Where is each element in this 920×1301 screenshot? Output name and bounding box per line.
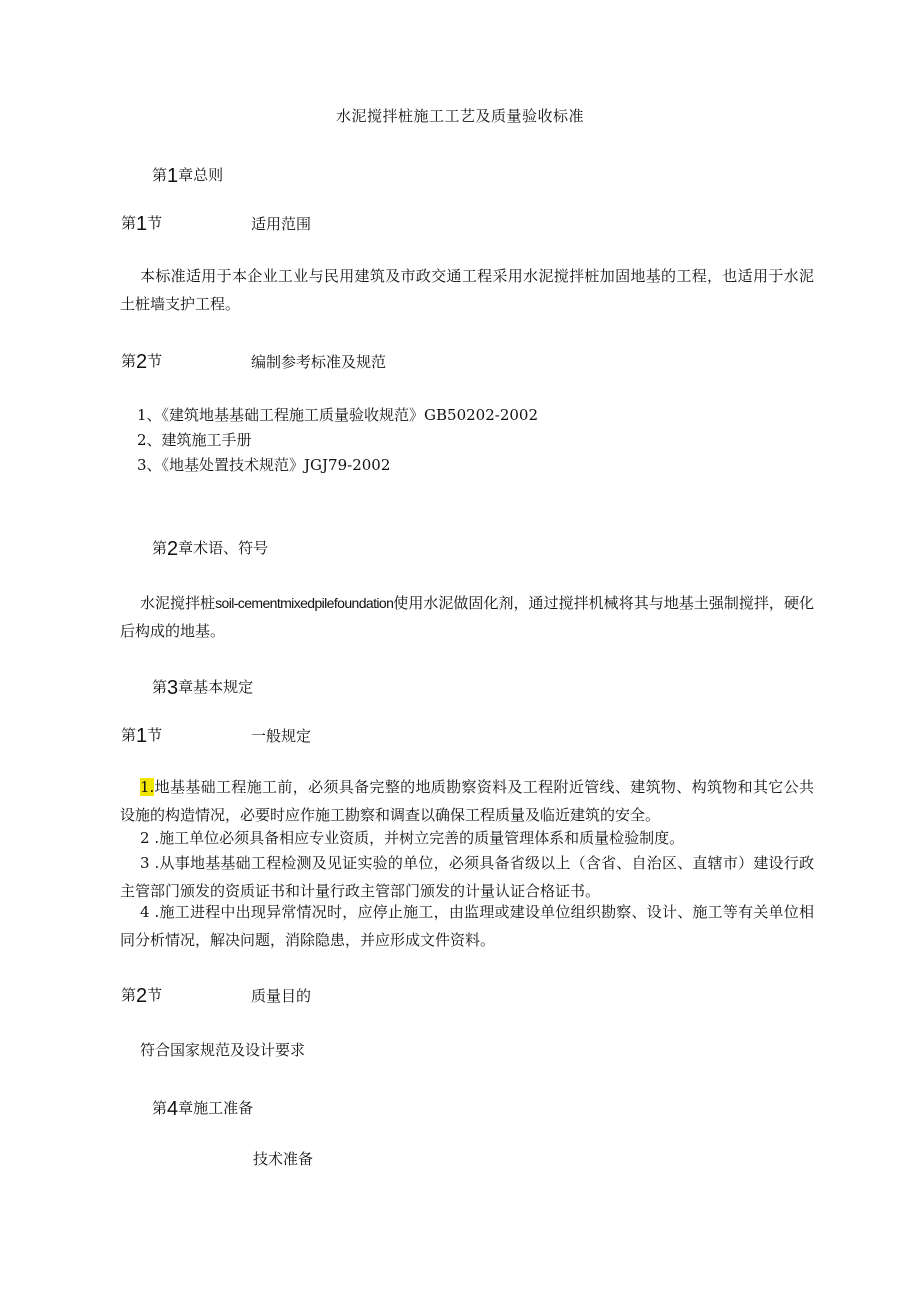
section-number: 2 <box>136 985 148 1007</box>
chapter-prefix: 第 <box>152 1099 168 1117</box>
chapter-title: 章术语、符号 <box>178 539 269 557</box>
section-prefix: 第 <box>121 352 137 370</box>
section-1-2-label <box>121 350 162 374</box>
chapter-prefix: 第 <box>152 539 168 557</box>
rule-number: 4 <box>140 903 150 921</box>
rule-text: .从事地基基础工程检测及见证实验的单位，必须具备省级以上（含省、自治区、直辖市）建设行政主管部门颁发的资质证书和计量行政主管部门颁发的计量认证合格证书。 <box>120 854 814 900</box>
section-3-1-title: 一般规定 <box>251 727 312 745</box>
section-number: 2 <box>136 351 148 373</box>
subsection-technical-preparation: 技术准备 <box>253 1150 314 1168</box>
section-suffix: 节 <box>147 352 163 370</box>
paragraph-scope: 本标准适用于本企业工业与民用建筑及市政交通工程采用水泥搅拌桩加固地基的工程，也适用于水泥土桩墙支护工程。 <box>120 267 814 313</box>
term-definition: 使用水泥做固化剂，通过搅拌机械将其与地基土强制搅拌，硬化后构成的地基。 <box>120 594 814 640</box>
section-prefix: 第 <box>121 986 137 1004</box>
chapter-number: 2 <box>167 538 179 560</box>
section-1-1-title: 适用范围 <box>251 215 312 233</box>
section-3-2-title: 质量目的 <box>251 987 312 1005</box>
section-suffix: 节 <box>147 214 163 232</box>
section-1-2-title: 编制参考标准及规范 <box>251 353 387 371</box>
chapter-title: 章基本规定 <box>178 678 254 696</box>
document-title: 水泥搅拌桩施工工艺及质量验收标准 <box>335 107 584 125</box>
section-prefix: 第 <box>121 214 137 232</box>
chapter-prefix: 第 <box>152 678 168 696</box>
term-english: soil-cementmixedpilefoundation <box>215 595 394 611</box>
section-1-1-label <box>121 212 162 236</box>
rule-number-highlighted: 1. <box>140 778 155 796</box>
rule-item <box>120 824 814 852</box>
chapter-number: 4 <box>167 1098 179 1120</box>
section-suffix: 节 <box>147 986 163 1004</box>
rule-item <box>120 773 814 829</box>
rule-number: 3 <box>140 854 150 872</box>
chapter-2-heading <box>152 537 268 561</box>
section-3-2-label <box>121 984 162 1008</box>
section-prefix: 第 <box>121 726 137 744</box>
rule-text: 地基基础工程施工前，必须具备完整的地质勘察资料及工程附近管线、建筑物、构筑物和其它公共设施的构造情况，必要时应作施工勘察和调查以确保工程质量及临近建筑的安全。 <box>120 778 814 824</box>
chapter-number: 3 <box>167 677 179 699</box>
paragraph-quality-goal: 符合国家规范及设计要求 <box>140 1041 306 1059</box>
chapter-1-heading <box>152 164 223 188</box>
section-number: 1 <box>136 213 148 235</box>
rule-item <box>120 898 814 954</box>
rule-item <box>120 849 814 905</box>
section-number: 1 <box>136 725 148 747</box>
chapter-title: 章施工准备 <box>178 1099 254 1117</box>
chapter-title: 章总则 <box>178 166 224 184</box>
rule-text: .施工进程中出现异常情况时，应停止施工，由监理或建设单位组织勘察、设计、施工等有关单位相同分析情况，解决问题，消除隐患，并应形成文件资料。 <box>120 903 814 949</box>
paragraph-term-definition <box>120 589 814 645</box>
rule-text: .施工单位必须具备相应专业资质，并树立完善的质量管理体系和质量检验制度。 <box>149 829 685 847</box>
reference-item: 3、《地基处置技术规范》JGJ79-2002 <box>137 456 391 474</box>
chapter-number: 1 <box>167 165 179 187</box>
chapter-prefix: 第 <box>152 166 168 184</box>
section-suffix: 节 <box>147 726 163 744</box>
reference-item: 1、《建筑地基基础工程施工质量验收规范》GB50202-2002 <box>137 406 539 424</box>
section-3-1-label <box>121 724 162 748</box>
term-name: 水泥搅拌桩 <box>140 594 216 612</box>
reference-item: 2、建筑施工手册 <box>137 431 252 449</box>
chapter-4-heading <box>152 1097 253 1121</box>
rule-number: 2 <box>140 829 150 847</box>
chapter-3-heading <box>152 676 253 700</box>
